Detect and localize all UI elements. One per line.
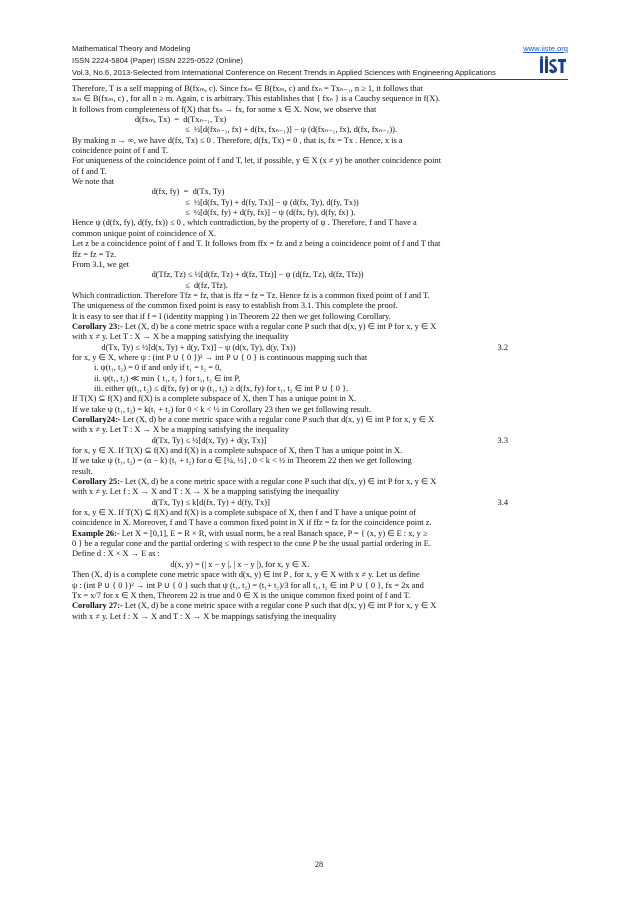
text-line: Tx = x/7 for x ∈ X then, Theorem 22 is true and 0 ∈ X is the unique common fixed point of f and T. (72, 590, 411, 600)
text-line: common unique point of coincidence of X. (72, 228, 216, 238)
list-item: ii. ψ(t₁, t₂) ≪ min { t₁, t₂ } for t₁, t₂ ∈ int P, (94, 373, 241, 383)
text-line: with x ≠ y. Let T : X → X be a mapping satisfying the inequality (72, 332, 289, 342)
equation-number: 3.4 (497, 497, 508, 507)
text-line: We note that (72, 177, 115, 187)
text-line: with x ≠ y. Let f : X → X and T : X → X be mappings satisfying the inequality (72, 611, 337, 621)
text-line: It is easy to see that if f = I (identity mapping ) in Theorem 22 then we get following Corollary. (72, 311, 391, 321)
text-line: Let z be a coincidence point of f and T. It follows from ffx = fz and z being a coincidence point of f and T that (72, 239, 441, 249)
equation-line: d(Tfz, Tz) ≤ ½[d(fz, Tz) + d(fz, Tfz)] − ψ (d(fz, Tz), d(fz, Tfz)) (72, 270, 364, 280)
text-line: for x, y ∈ X. If T(X) ⊆ f(X) and f(X) is a complete subspace of X, then f and T have a unique point of (72, 508, 417, 518)
heading-label: Corollary 25:- (72, 477, 123, 487)
header-rule (72, 79, 568, 80)
text-line: Which contradiction. Therefore Tfz = fz, that is ffz = fz = Tz. Hence fz is a common fixed point of f and T. (72, 290, 430, 300)
text-line: Therefore, T is a self mapping of B(fxₘ, c). Since fxₘ ∈ B(fxₘ, c) and fxₙ = Txₙ₋₁, n ≥ 1, it follows that (72, 84, 423, 93)
heading-label: Corollary24:- (72, 415, 121, 424)
equation-number: 3.3 (497, 435, 508, 445)
text-line: result. (72, 466, 93, 476)
text-line: Then (X, d) is a complete cone metric space with d(x, y) ∈ int P , for x, y ∈ X with x ≠ y. Let us define (72, 570, 420, 580)
equation-line: d(Tx, Ty) ≤ ½[d(x, Ty) + d(y, Tx)] − ψ (d(x, Ty), d(y, Tx)) (72, 342, 296, 352)
equation-line: d(fx, fy) = d(Tx, Ty) (72, 187, 225, 197)
text-line: It follows from completeness of f(X) that fxₙ → fx, for some x ∈ X. Now, we observe that (72, 104, 377, 114)
equation-line: d(Tx, Ty) ≤ k[d(fx, Ty) + d(fy, Tx)] (72, 497, 270, 507)
text-line: Hence ψ (d(fx, fy), d(fy, fx)) ≤ 0 , which contradiction, by the property of ψ . Therefore, f and T have a (72, 218, 417, 228)
text-line: From 3.1, we get (72, 259, 129, 269)
text-line: The uniqueness of the common fixed point is easy to establish from 3.1. This complete the proof. (72, 301, 398, 311)
equation-number: 3.2 (497, 342, 508, 352)
text-line: For uniqueness of the coincidence point of f and T, let, if possible, y ∈ X (x ≠ y) be another coincidence point (72, 156, 442, 166)
issn-line: ISSN 2224-5804 (Paper) ISSN 2225-0522 (Online) (72, 56, 243, 65)
corollary-heading-line: Corollary 23:- Let (X, d) be a cone metric space with a regular cone P such that d(x, y) ∈ int P for x, y ∈ X (72, 321, 437, 331)
text-line: ψ : (int P ∪ { 0 })² → int P ∪ { 0 } such that ψ (t₁, t₂) = (t₁+ t₂)/3 for all t₁, t₂ ∈ int P ∪ { 0 }, fx = 2x and (72, 580, 424, 590)
text-line: ffz = fz = Tz. (72, 249, 117, 259)
equation-line: d(x, y) = (| x − y |, | x − y |), for x, y ∈ X. (72, 559, 310, 569)
page-body (72, 84, 568, 622)
equation-line: ≤ d(fz, Tfz). (72, 280, 228, 290)
text-line: coincidence in X. Moreover, f and T have a common fixed point in X if ffz = fz for the coincidence point z. (72, 518, 432, 528)
journal-title: Mathematical Theory and Modeling (72, 44, 191, 53)
text-line: 0 } be a regular cone and the partial ordering ≤ with respect to the cone P be the usual partial ordering in E. (72, 539, 431, 549)
text-line: By making n → ∞, we have d(fx, Tx) ≤ 0 . Therefore, d(fx, Tx) = 0 , that is, fx = Tx . Hence, x is a (72, 135, 403, 145)
example-heading-line: Example 26:- Let X = [0,1], E = R × R, with usual norm, be a real Banach space, P = { (x, y) ∈ E : x, y ≥ (72, 528, 428, 538)
equation-line: d(Tx, Ty) ≤ ½[d(x, Ty) + d(y, Tx)] (72, 435, 267, 445)
numbered-equation (72, 343, 568, 353)
heading-label: Example 26:- (72, 528, 120, 538)
heading-label: Corollary 27:- (72, 601, 123, 611)
equation-line: ≤ ½[d(fxₙ₋₁, fx) + d(fx, fxₙ₋₁)] − ψ (d(fxₙ₋₁, fx), d(fx, fxₙ₋₁)). (72, 125, 398, 135)
text-line: If T(X) ⊆ f(X) and f(X) is a complete subspace of X, then T has a unique point in X. (72, 394, 357, 404)
text-line: for x, y ∈ X, where ψ : (int P ∪ { 0 })² → int P ∪ { 0 } is continuous mapping such that (72, 352, 368, 362)
numbered-equation (72, 436, 568, 446)
text-line: coincidence point of f and T. (72, 146, 168, 156)
heading-label: Corollary 23:- (72, 321, 123, 331)
list-item: iii. either ψ(t₁, t₂) ≤ d(fx, fy) or ψ (t₁, t₂) ≥ d(fx, fy) for t₁, t₂ ∈ int P ∪ { 0 }. (94, 383, 349, 393)
list-item: i. ψ(t₁, t₂) = 0 if and only if t₁ = t₂ = 0, (94, 363, 222, 373)
corollary-heading-line: Corollary 27:- Let (X, d) be a cone metric space with a regular cone P such that d(x, y) ∈ int P for x, y ∈ X (72, 601, 437, 611)
journal-url-link[interactable]: www.iiste.org (523, 44, 568, 53)
corollary-heading-line: Corollary 25:- Let (X, d) be a cone metric space with a regular cone P such that d(x, y) ∈ int P for x, y ∈ X (72, 477, 437, 487)
text-line: If we take ψ (t₁, t₂) = k(t₁ + t₂) for 0 < k < ½ in Corollary 23 then we get following result. (72, 404, 372, 414)
page-number: 28 (314, 860, 324, 869)
numbered-equation (72, 498, 568, 508)
text-line: with x ≠ y. Let T : X → X be a mapping satisfying the inequality (72, 425, 289, 435)
volume-line: Vol.3, No.6, 2013-Selected from International Conference on Recent Trends in Applied Sciences with Engineering Applications (72, 68, 496, 77)
text-line: xₘ ∈ B(fxₘ, c) , for all n ≥ m. Again, c is arbitrary. This establishes that { fxₙ } is a Cauchy sequence in f(X). (72, 94, 441, 104)
text-line: of f and T. (72, 166, 107, 176)
text-line: for x, y ∈ X. If T(X) ⊆ f(X) and f(X) is a complete subspace of X, then T has a unique point in X. (72, 446, 403, 456)
equation-line: ≤ ½[d(fx, Ty) + d(fy, Tx)] − ψ (d(fx, Ty), d(fy, Tx)) (72, 197, 359, 207)
text-line: If we take ψ (t₁, t₂) = (α − k) (t₁ + t₂) for α ∈ [¼, ½] , 0 < k < ½ in Theorem 22 then we get following (72, 456, 412, 466)
equation-line: ≤ ½[d(fx, fy) + d(fy, fx)] − ψ (d(fx, fy), d(fy, fx) ). (72, 208, 356, 218)
iiste-logo (538, 56, 568, 78)
text-line: with x ≠ y. Let f : X → X and T : X → X be a mapping satisfying the inequality (72, 487, 340, 497)
equation-line: d(fxₘ, Tx) = d(Txₙ₋₁, Tx) (72, 115, 227, 125)
corollary-heading-line: Corollary24:- Let (X, d) be a cone metric space with a regular cone P such that d(x, y) ∈ int P for x, y ∈ X (72, 415, 435, 424)
text-line: Define d : X × X → E as : (72, 549, 160, 559)
